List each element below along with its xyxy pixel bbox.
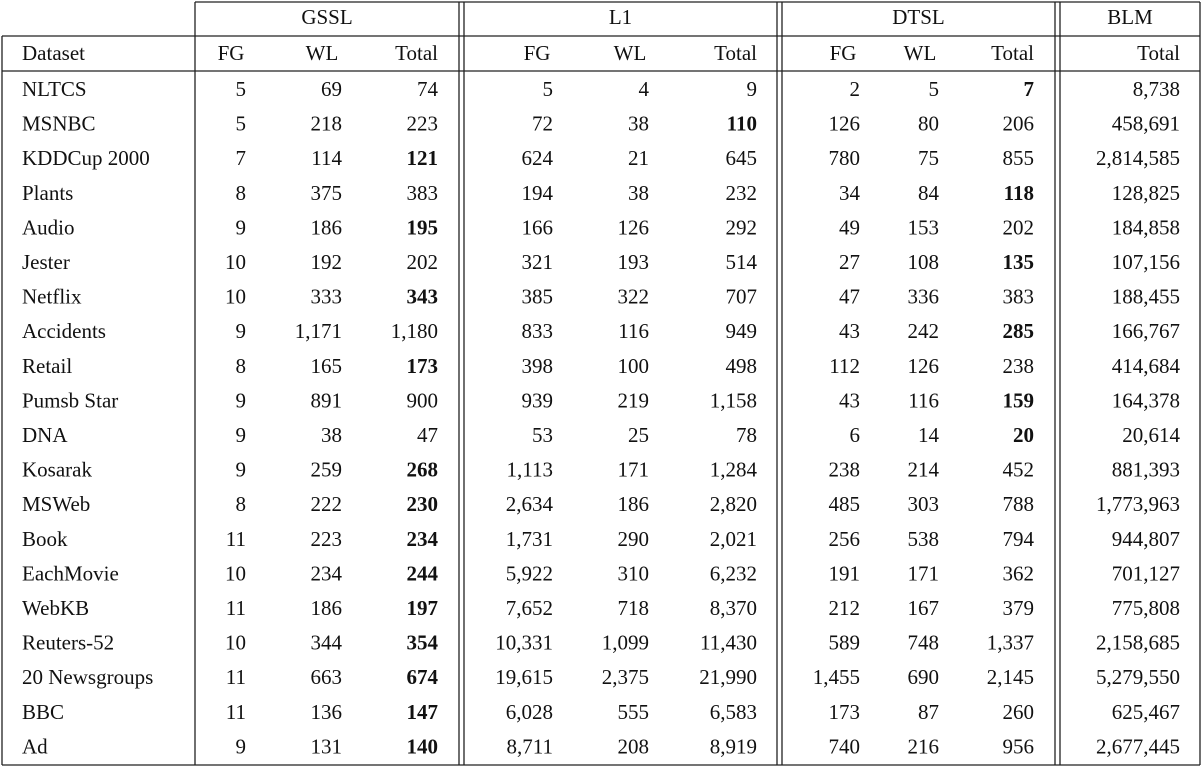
value-cell: 21,990 [699, 665, 757, 690]
value-cell: 1,773,963 [1096, 492, 1180, 517]
value-cell: 110 [726, 111, 757, 136]
value-cell: 1,337 [986, 630, 1034, 655]
value-cell: 186 [310, 596, 342, 620]
value-cell: 701,127 [1111, 561, 1180, 586]
dataset-name-cell: Pumsb Star [22, 388, 119, 413]
value-cell: 216 [907, 734, 939, 759]
table-row [22, 77, 1180, 101]
value-cell: 833 [521, 319, 553, 344]
value-cell: 20,614 [1122, 423, 1180, 447]
value-cell: 321 [521, 250, 553, 274]
dataset-name-cell: MSWeb [22, 492, 91, 517]
value-cell: 206 [1002, 111, 1034, 136]
column-header-total: Total [991, 41, 1034, 65]
value-cell: 939 [521, 388, 553, 413]
value-cell: 9 [235, 319, 246, 344]
value-cell: 34 [839, 180, 860, 205]
value-cell: 8,370 [709, 596, 757, 620]
value-cell: 9 [235, 423, 246, 447]
value-cell: 218 [310, 111, 342, 136]
value-cell: 881,393 [1111, 457, 1180, 482]
value-cell: 2,021 [709, 526, 757, 551]
value-cell: 285 [1002, 319, 1034, 344]
value-cell: 126 [617, 215, 649, 240]
group-header-dtsl: DTSL [892, 5, 945, 29]
value-cell: 159 [1002, 388, 1034, 413]
value-cell: 9 [235, 734, 246, 759]
value-cell: 645 [725, 146, 757, 171]
value-cell: 625,467 [1111, 699, 1180, 724]
value-cell: 4 [638, 77, 649, 101]
value-cell: 555 [617, 699, 649, 724]
dataset-name-cell: Jester [22, 250, 70, 274]
value-cell: 1,171 [294, 319, 342, 344]
value-cell: 343 [406, 284, 438, 309]
value-cell: 707 [725, 284, 757, 309]
value-cell: 49 [839, 215, 860, 240]
value-cell: 230 [406, 492, 438, 517]
value-cell: 118 [1003, 180, 1034, 205]
table-row [22, 665, 1180, 689]
value-cell: 38 [628, 180, 649, 205]
value-cell: 238 [1002, 353, 1034, 378]
value-cell: 38 [321, 423, 342, 447]
group-header-blm: BLM [1107, 5, 1153, 29]
table-row [22, 734, 1180, 758]
value-cell: 194 [521, 180, 553, 205]
table-row [22, 181, 1180, 205]
value-cell: 223 [406, 111, 438, 136]
value-cell: 108 [907, 250, 939, 274]
value-cell: 140 [406, 734, 438, 759]
value-cell: 11,430 [700, 630, 757, 655]
dataset-name-cell: Audio [22, 215, 75, 240]
dataset-name-cell: Kosarak [22, 457, 92, 482]
table-row [22, 700, 1180, 724]
value-cell: 414,684 [1111, 353, 1180, 378]
value-cell: 84 [918, 180, 939, 205]
value-cell: 8,711 [506, 734, 553, 759]
value-cell: 165 [310, 353, 342, 378]
value-cell: 7,652 [505, 596, 553, 620]
value-cell: 1,180 [390, 319, 438, 344]
value-cell: 234 [310, 561, 342, 586]
value-cell: 1,455 [812, 665, 860, 690]
value-cell: 78 [736, 423, 757, 447]
value-cell: 5 [235, 77, 246, 101]
value-cell: 663 [310, 665, 342, 690]
value-cell: 674 [406, 665, 438, 690]
value-cell: 219 [617, 388, 649, 413]
value-cell: 100 [617, 353, 649, 378]
value-cell: 14 [918, 423, 939, 447]
value-cell: 10 [225, 250, 246, 274]
value-cell: 1,113 [506, 457, 553, 482]
value-cell: 780 [828, 146, 860, 171]
column-header-fg: FG [217, 41, 245, 65]
value-cell: 38 [628, 111, 649, 136]
column-header-dataset: Dataset [22, 41, 85, 65]
value-cell: 128,825 [1111, 180, 1180, 205]
value-cell: 47 [839, 284, 860, 309]
value-cell: 6,232 [709, 561, 757, 586]
dataset-name-cell: EachMovie [22, 561, 119, 586]
value-cell: 855 [1002, 146, 1034, 171]
value-cell: 9 [746, 77, 757, 101]
value-cell: 74 [417, 77, 438, 101]
value-cell: 164,378 [1111, 388, 1180, 413]
dataset-name-cell: Ad [22, 734, 48, 759]
value-cell: 166 [521, 215, 553, 240]
value-cell: 2,677,445 [1096, 734, 1180, 759]
value-cell: 5 [928, 77, 939, 101]
value-cell: 171 [907, 561, 939, 586]
table-row [22, 319, 1180, 343]
value-cell: 383 [1002, 284, 1034, 309]
value-cell: 292 [725, 215, 757, 240]
value-cell: 166,767 [1111, 319, 1180, 344]
value-cell: 458,691 [1111, 111, 1180, 136]
value-cell: 238 [828, 457, 860, 482]
value-cell: 112 [829, 353, 860, 378]
value-cell: 268 [406, 457, 438, 482]
value-cell: 589 [828, 630, 860, 655]
table-row [22, 561, 1180, 585]
value-cell: 375 [310, 180, 342, 205]
dataset-name-cell: KDDCup 2000 [22, 146, 150, 171]
value-cell: 244 [406, 561, 438, 586]
value-cell: 19,615 [495, 665, 553, 690]
value-cell: 260 [1002, 699, 1034, 724]
value-cell: 379 [1002, 596, 1034, 620]
value-cell: 362 [1002, 561, 1034, 586]
value-cell: 398 [521, 353, 553, 378]
value-cell: 202 [1002, 215, 1034, 240]
table-row [22, 112, 1180, 136]
value-cell: 956 [1002, 734, 1034, 759]
value-cell: 485 [828, 492, 860, 517]
dataset-name-cell: DNA [22, 423, 68, 447]
value-cell: 344 [310, 630, 342, 655]
value-cell: 186 [310, 215, 342, 240]
value-cell: 1,731 [505, 526, 553, 551]
value-cell: 740 [828, 734, 860, 759]
value-cell: 8 [235, 492, 246, 517]
value-cell: 538 [907, 526, 939, 551]
value-cell: 223 [310, 526, 342, 551]
value-cell: 452 [1002, 457, 1034, 482]
value-cell: 6 [849, 423, 860, 447]
table-row [22, 492, 1180, 516]
value-cell: 126 [907, 353, 939, 378]
column-header-wl: WL [903, 41, 937, 65]
table-row [22, 596, 1180, 620]
value-cell: 80 [918, 111, 939, 136]
value-cell: 788 [1002, 492, 1034, 517]
dataset-name-cell: 20 Newsgroups [22, 665, 154, 690]
dataset-name-cell: Retail [22, 353, 73, 378]
value-cell: 7 [235, 146, 246, 171]
value-cell: 7 [1023, 77, 1034, 101]
value-cell: 25 [628, 423, 649, 447]
value-cell: 11 [225, 665, 246, 690]
table-row [22, 354, 1181, 378]
value-cell: 10,331 [495, 630, 553, 655]
value-cell: 107,156 [1111, 250, 1180, 274]
value-cell: 290 [617, 526, 649, 551]
value-cell: 147 [406, 699, 438, 724]
column-header-total: Total [395, 41, 438, 65]
value-cell: 192 [310, 250, 342, 274]
value-cell: 20 [1013, 423, 1034, 447]
value-cell: 354 [406, 630, 438, 655]
value-cell: 10 [225, 561, 246, 586]
value-cell: 2,158,685 [1096, 630, 1180, 655]
table-row [22, 631, 1180, 655]
value-cell: 2,145 [986, 665, 1034, 690]
value-cell: 153 [907, 215, 939, 240]
value-cell: 10 [225, 284, 246, 309]
value-cell: 949 [725, 319, 757, 344]
value-cell: 47 [417, 423, 438, 447]
value-cell: 775,808 [1111, 596, 1180, 620]
value-cell: 126 [828, 111, 860, 136]
dataset-name-cell: Netflix [22, 284, 82, 309]
table-body [22, 77, 1181, 758]
value-cell: 186 [617, 492, 649, 517]
value-cell: 116 [908, 388, 939, 413]
value-cell: 383 [406, 180, 438, 205]
table-row [22, 423, 1181, 447]
value-cell: 498 [725, 353, 757, 378]
value-cell: 336 [907, 284, 939, 309]
value-cell: 944,807 [1111, 526, 1180, 551]
dataset-name-cell: BBC [22, 699, 65, 724]
value-cell: 2,820 [709, 492, 757, 517]
value-cell: 1,158 [709, 388, 757, 413]
value-cell: 212 [828, 596, 860, 620]
value-cell: 222 [310, 492, 342, 517]
value-cell: 5 [235, 111, 246, 136]
value-cell: 794 [1002, 526, 1034, 551]
value-cell: 11 [225, 699, 246, 724]
value-cell: 690 [907, 665, 939, 690]
value-cell: 8,738 [1132, 77, 1180, 101]
value-cell: 69 [321, 77, 342, 101]
value-cell: 748 [907, 630, 939, 655]
dataset-name-cell: Plants [22, 180, 74, 205]
value-cell: 891 [310, 388, 342, 413]
table-row [22, 146, 1180, 170]
value-cell: 43 [839, 319, 860, 344]
value-cell: 232 [725, 180, 757, 205]
dataset-name-cell: MSNBC [22, 111, 96, 136]
value-cell: 195 [406, 215, 438, 240]
value-cell: 11 [225, 526, 246, 551]
value-cell: 75 [918, 146, 939, 171]
value-cell: 256 [828, 526, 860, 551]
column-header-fg: FG [829, 41, 857, 65]
value-cell: 27 [839, 250, 860, 274]
group-header-gssl: GSSL [301, 5, 353, 29]
value-cell: 11 [225, 596, 246, 620]
value-cell: 322 [617, 284, 649, 309]
value-cell: 43 [839, 388, 860, 413]
table-row [22, 215, 1180, 239]
value-cell: 6,583 [709, 699, 757, 724]
value-cell: 259 [310, 457, 342, 482]
table-row [22, 458, 1180, 482]
value-cell: 5 [542, 77, 553, 101]
dataset-name-cell: Accidents [22, 319, 106, 344]
value-cell: 188,455 [1111, 284, 1180, 309]
dataset-name-cell: WebKB [22, 596, 90, 620]
value-cell: 214 [907, 457, 939, 482]
value-cell: 6,028 [505, 699, 553, 724]
value-cell: 333 [310, 284, 342, 309]
value-cell: 202 [406, 250, 438, 274]
value-cell: 718 [617, 596, 649, 620]
value-cell: 8 [235, 353, 246, 378]
value-cell: 242 [907, 319, 939, 344]
value-cell: 10 [225, 630, 246, 655]
value-cell: 5,279,550 [1096, 665, 1180, 690]
value-cell: 900 [406, 388, 438, 413]
value-cell: 208 [617, 734, 649, 759]
column-header-wl: WL [613, 41, 647, 65]
value-cell: 135 [1002, 250, 1034, 274]
value-cell: 1,284 [709, 457, 757, 482]
dataset-name-cell: Book [22, 526, 68, 551]
value-cell: 171 [617, 457, 649, 482]
table-header [22, 5, 1180, 65]
table-row [22, 388, 1180, 412]
dataset-name-cell: Reuters-52 [22, 630, 115, 655]
value-cell: 5,922 [505, 561, 553, 586]
value-cell: 116 [618, 319, 649, 344]
value-cell: 2,814,585 [1096, 146, 1180, 171]
value-cell: 191 [828, 561, 860, 586]
value-cell: 385 [521, 284, 553, 309]
column-header-wl: WL [305, 41, 339, 65]
value-cell: 2,375 [601, 665, 649, 690]
column-header-total: Total [714, 41, 757, 65]
value-cell: 624 [521, 146, 553, 171]
table-row [22, 285, 1180, 309]
value-cell: 1,099 [601, 630, 649, 655]
value-cell: 114 [311, 146, 342, 171]
value-cell: 303 [907, 492, 939, 517]
value-cell: 9 [235, 215, 246, 240]
value-cell: 53 [532, 423, 553, 447]
value-cell: 184,858 [1111, 215, 1180, 240]
group-header-l1: L1 [608, 5, 633, 29]
value-cell: 9 [235, 457, 246, 482]
value-cell: 234 [406, 526, 438, 551]
value-cell: 514 [725, 250, 757, 274]
value-cell: 72 [532, 111, 553, 136]
value-cell: 8,919 [709, 734, 757, 759]
table-row [22, 250, 1180, 274]
value-cell: 136 [310, 699, 342, 724]
value-cell: 9 [235, 388, 246, 413]
value-cell: 173 [828, 699, 860, 724]
value-cell: 310 [617, 561, 649, 586]
column-header-fg: FG [523, 41, 551, 65]
value-cell: 21 [628, 146, 649, 171]
dataset-name-cell: NLTCS [22, 77, 87, 101]
value-cell: 2,634 [505, 492, 553, 517]
value-cell: 131 [310, 734, 342, 759]
table-row [22, 527, 1180, 551]
column-header-total: Total [1137, 41, 1180, 65]
value-cell: 87 [918, 699, 939, 724]
value-cell: 8 [235, 180, 246, 205]
value-cell: 121 [406, 146, 438, 171]
value-cell: 193 [617, 250, 649, 274]
value-cell: 197 [406, 596, 438, 620]
value-cell: 167 [907, 596, 939, 620]
value-cell: 2 [849, 77, 860, 101]
value-cell: 173 [406, 353, 438, 378]
